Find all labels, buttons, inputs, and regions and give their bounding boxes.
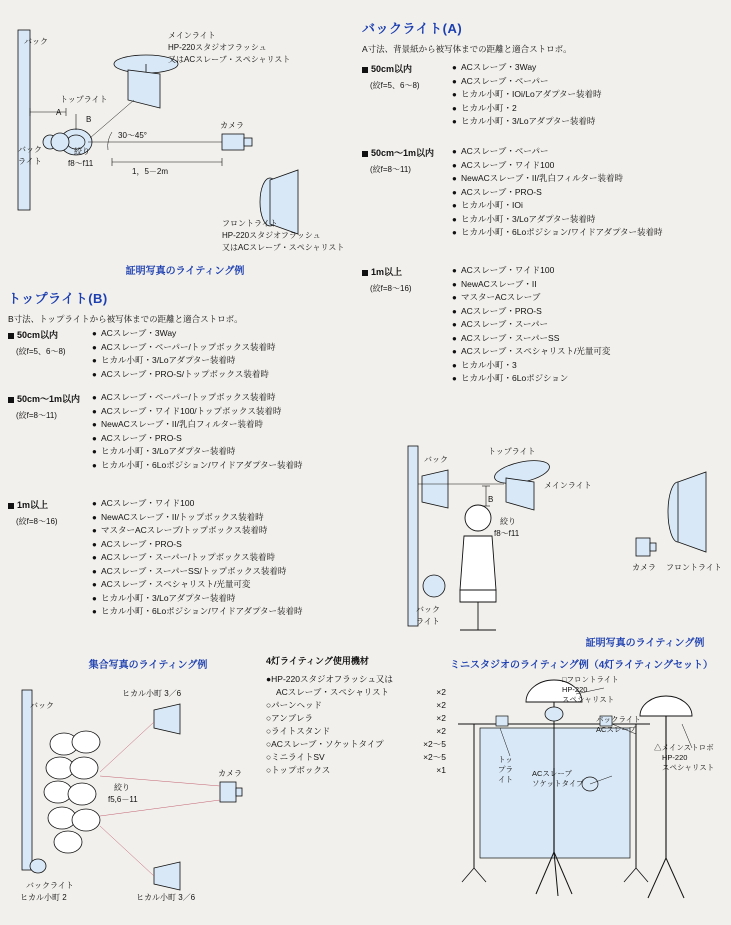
list-item: ヒカル小町・6Loポジション/ワイドアダプター装着時 [461,227,663,237]
label-backlight-2: ライト [416,617,440,626]
square-bullet-icon [362,67,368,73]
list-item: ACスレーブ・スペシャリスト/光量可変 [101,579,251,589]
section-backlight [362,18,722,55]
dot-icon: ● [92,433,97,443]
label-hikaru-top: ヒカル小町 3／6 [122,689,182,698]
dot-icon: ● [452,160,457,170]
diagram-proof-mid [400,440,730,640]
toplight-subtitle: B寸法、トップライトから被写体までの距離と適合ストロボ。 [8,314,243,324]
material-row [266,673,446,686]
material-name: ACスレーブ・ソケットタイプ [271,739,384,749]
list-item: ヒカル小町・IOi [461,200,523,210]
diagram-proof-top [8,22,358,252]
open-bullet-icon: ○ [266,713,272,723]
list-item: ヒカル小町・3/Loアダプター装着時 [101,355,236,365]
material-row [266,751,446,764]
toplight-title: トップライト(B) [8,291,108,306]
material-qty: ×2 [436,687,446,697]
label-back-1: バックライト [596,715,641,724]
label-main-1: △メインストロボ [654,743,714,752]
list-item: ヒカル小町・3 [461,359,517,370]
backlight-group-1-aperture: (絞f=8～11) [370,165,411,174]
label-back: バック [424,455,448,464]
materials-title: 4灯ライティング使用機材 [266,656,369,666]
list-item: ヒカル小町・3/Loアダプター装着時 [101,446,236,456]
list-item: NewACスレーブ・II/乳白フィルター装着時 [101,419,263,429]
toplight-group-2-items [92,498,372,620]
label-aperture-1: 絞り [74,147,90,156]
label-main-light: メインライト [544,481,592,490]
material-qty: ×1 [436,765,446,775]
square-bullet-icon [362,151,368,157]
dot-icon: ● [92,342,97,352]
dot-icon: ● [92,607,97,616]
label-main-light-note1: HP-220スタジオフラッシュ [168,43,267,52]
list-item: ヒカル小町・3/Loアダプター装着時 [461,213,596,224]
backlight-subtitle: A寸法、背景紙から被写体までの距離と適合ストロボ。 [362,44,572,54]
dot-icon: ● [452,174,457,183]
dot-icon: ● [452,117,457,126]
caption-proof-mid: 証明写真のライティング例 [585,638,705,649]
dot-icon: ● [452,360,457,370]
list-item: ACスレーブ・ワイド100 [461,265,555,275]
list-item: ACスレーブ・ベーパー/トップボックス装着時 [101,341,276,352]
list-item: ACスレーブ・PRO-S [461,186,542,197]
backlight-group-0-range: 50cm以内 [371,64,413,74]
label-dim-b: B [86,115,92,124]
backlight-group-0-items [452,62,722,130]
label-camera: カメラ [632,563,656,572]
toplight-group-0-items [92,328,362,382]
material-row [266,712,446,725]
label-socket-2: ソケットタイプ [532,779,584,788]
dot-icon: ● [452,374,457,383]
label-aperture-1: 絞り [114,783,130,792]
label-aperture-2: f8～f11 [68,159,94,168]
backlight-group-2-aperture: (絞f=8～16) [370,284,412,293]
material-name: アンブレラ [271,713,313,723]
diagram-ministudio [440,672,730,912]
dot-icon: ● [452,187,457,197]
filled-bullet-icon: ● [266,674,272,684]
dot-icon: ● [452,63,457,72]
dot-icon: ● [92,460,97,470]
label-backlight-1: バックライト [26,881,74,890]
list-item: ACスレーブ・スーパー/トップボックス装着時 [101,552,276,562]
label-front-3: スペシャリスト [562,695,615,704]
material-qty: ×2 [436,713,446,723]
list-item: ACスレーブ・ベーパー [461,75,549,86]
backlight-title: バックライト(A) [362,21,463,36]
label-toplight: トップライト [60,95,108,104]
open-bullet-icon: ○ [266,752,272,762]
list-item: NewACスレーブ・II [461,278,537,289]
backlight-group-0-head [362,62,452,91]
label-toplight: トップライト [488,447,536,456]
label-dim-a: A [56,108,62,117]
label-top-3: イト [498,775,513,784]
square-bullet-icon [362,270,368,276]
material-qty: ×2～5 [423,752,446,762]
label-aperture-2: f8～f11 [494,529,520,538]
list-item: ACスレーブ・ワイド100 [101,498,195,508]
toplight-group-1-items [92,392,367,473]
backlight-group-1-range: 50cm～1m以内 [371,148,435,158]
material-row [266,699,446,712]
list-item: ヒカル小町・6Loポジション [461,373,569,383]
list-item: ACスレーブ・スペシャリスト/光量可変 [461,346,611,356]
dot-icon: ● [452,333,457,343]
dot-icon: ● [452,214,457,224]
dot-icon: ● [92,393,97,402]
label-top-2: プラ [498,765,513,774]
list-item: ACスレーブ・3Way [461,62,537,72]
toplight-group-2-head [8,498,103,527]
label-backlight-2: ヒカル小町 2 [20,893,67,902]
list-item: ACスレーブ・PRO-S [101,538,182,549]
label-main-3: スペシャリスト [662,763,715,772]
dot-icon: ● [92,593,97,603]
square-bullet-icon [8,503,14,509]
backlight-group-1-head [362,146,457,175]
label-camera: カメラ [220,121,244,130]
list-item: ヒカル小町・2 [461,102,517,113]
label-aperture-2: f5,6－11 [108,795,138,804]
open-bullet-icon: ○ [266,726,272,736]
list-item: ACスレーブ・ワイド100/トップボックス装着時 [101,405,282,416]
dot-icon: ● [92,329,97,338]
label-front-1: □フロントライト [562,675,619,684]
list-item: ACスレーブ・PRO-S [461,305,542,316]
dot-icon: ● [92,356,97,365]
list-item: ACスレーブ・3Way [101,328,177,338]
material-row [266,764,446,777]
toplight-group-0-aperture: (絞f=5、6～8) [16,347,66,356]
label-backlight-1: バック [18,145,42,154]
label-back-2: ACスレーブ [596,725,637,734]
dot-icon: ● [452,266,457,275]
list-item: ACスレーブ・ワイド100 [461,159,555,170]
material-row [266,738,446,751]
dot-icon: ● [92,447,97,456]
toplight-group-0-range: 50cm以内 [17,330,59,340]
list-item: NewACスレーブ・II/トップボックス装着時 [101,511,264,522]
section-toplight [8,288,348,325]
label-main-2: HP-220 [662,753,688,762]
backlight-group-2-range: 1m以上 [371,267,403,277]
label-back: バック [30,701,54,710]
label-hikaru-bottom: ヒカル小町 3／6 [136,893,196,902]
square-bullet-icon [8,333,14,339]
list-item: ヒカル小町・6Loポジション/ワイドアダプター装着時 [101,606,303,616]
list-item: ヒカル小町・3/Loアダプター装着時 [101,592,236,603]
caption-ministudio: ミニスタジオのライティング例（4灯ライティングセット） [450,660,713,671]
open-bullet-icon: ○ [266,739,272,749]
list-item: ACスレーブ・スーパー [461,319,549,329]
dot-icon: ● [452,320,457,329]
list-item: ACスレーブ・スーパーSS [461,332,560,343]
material-name: ライトスタンド [271,726,331,736]
material-name: HP-220スタジオフラッシュ又は [271,674,393,684]
list-item: ヒカル小町・IOi/Loアダプター装着時 [461,89,602,99]
dot-icon: ● [452,347,457,356]
toplight-group-2-range: 1m以上 [17,500,49,510]
material-name: パーンヘッド [271,700,322,710]
dot-icon: ● [92,553,97,562]
material-name: ミニライトSV [271,752,325,762]
label-aperture-1: 絞り [500,517,516,526]
list-item: ヒカル小町・6Loポジション/ワイドアダプター装着時 [101,459,303,470]
list-item: ACスレーブ・スーパーSS/トップボックス装着時 [101,565,287,576]
label-frontlight: フロントライト [222,219,278,228]
backlight-group-0-aperture: (絞f=5、6～8) [370,81,420,90]
dot-icon: ● [92,369,97,379]
toplight-group-1-aperture: (絞f=8～11) [16,411,57,420]
dot-icon: ● [92,566,97,576]
dot-icon: ● [452,76,457,86]
dot-icon: ● [452,293,457,302]
dot-icon: ● [452,103,457,113]
label-main-light-note2: 又はACスレーブ・スペシャリスト [168,55,291,64]
dot-icon: ● [452,306,457,316]
dot-icon: ● [92,526,97,535]
backlight-group-1-items [452,146,727,241]
dot-icon: ● [92,539,97,549]
label-top-1: トッ [498,755,513,764]
open-bullet-icon: ○ [266,765,272,775]
diagram-group-photo [8,676,258,906]
open-bullet-icon: ○ [266,700,272,710]
dot-icon: ● [92,406,97,416]
label-frontlight: フロントライト [666,563,722,572]
label-main-light: メインライト [168,31,216,40]
toplight-group-1-head [8,392,103,421]
dot-icon: ● [92,499,97,508]
dot-icon: ● [452,279,457,289]
list-item: ヒカル小町・3/Loアダプター装着時 [461,116,596,126]
list-item: ACスレーブ・ベーパー [461,146,549,156]
toplight-group-0-head [8,328,98,357]
material-qty: ×2 [436,726,446,736]
list-item: ACスレーブ・ベーパー/トップボックス装着時 [101,392,276,402]
square-bullet-icon [8,397,14,403]
dot-icon: ● [92,580,97,589]
label-front-2: HP-220 [562,685,588,694]
list-item: ACスレーブ・PRO-S [101,432,182,443]
material-row [266,725,446,738]
label-frontlight-note1: HP-220スタジオフラッシュ [222,231,321,240]
material-name: ACスレーブ・スペシャリスト [276,687,390,697]
material-name: トップボックス [271,765,331,775]
materials-block [266,654,446,777]
toplight-group-2-aperture: (絞f=8～16) [16,517,58,526]
material-qty: ×2～5 [423,739,446,749]
material-qty: ×2 [436,700,446,710]
label-back: バック [24,37,48,46]
dot-icon: ● [452,90,457,99]
label-dim-b: B [488,495,494,504]
material-row [266,686,446,699]
dot-icon: ● [92,420,97,429]
label-backlight-1: バック [416,605,440,614]
dot-icon: ● [452,228,457,237]
label-socket-1: ACスレーブ [532,769,573,778]
list-item: NewACスレーブ・II/乳白フィルター装着時 [461,173,623,183]
dot-icon: ● [452,147,457,156]
label-angle: 30～45° [118,131,147,140]
toplight-group-1-range: 50cm～1m以内 [17,394,81,404]
list-item: マスターACスレーブ [461,292,541,302]
backlight-group-2-items [452,265,727,387]
label-frontlight-note2: 又はACスレーブ・スペシャリスト [222,243,345,252]
list-item: ACスレーブ・PRO-S/トップボックス装着時 [101,368,269,379]
label-distance: 1，5－2m [132,167,169,176]
dot-icon: ● [452,201,457,210]
caption-proof-top: 証明写真のライティング例 [125,266,245,277]
label-camera: カメラ [218,769,242,778]
dot-icon: ● [92,512,97,522]
caption-group-photo: 集合写真のライティング例 [88,660,208,671]
list-item: マスターACスレーブ/トップボックス装着時 [101,525,268,535]
label-backlight-2: ライト [18,157,42,166]
backlight-group-2-head [362,265,457,294]
